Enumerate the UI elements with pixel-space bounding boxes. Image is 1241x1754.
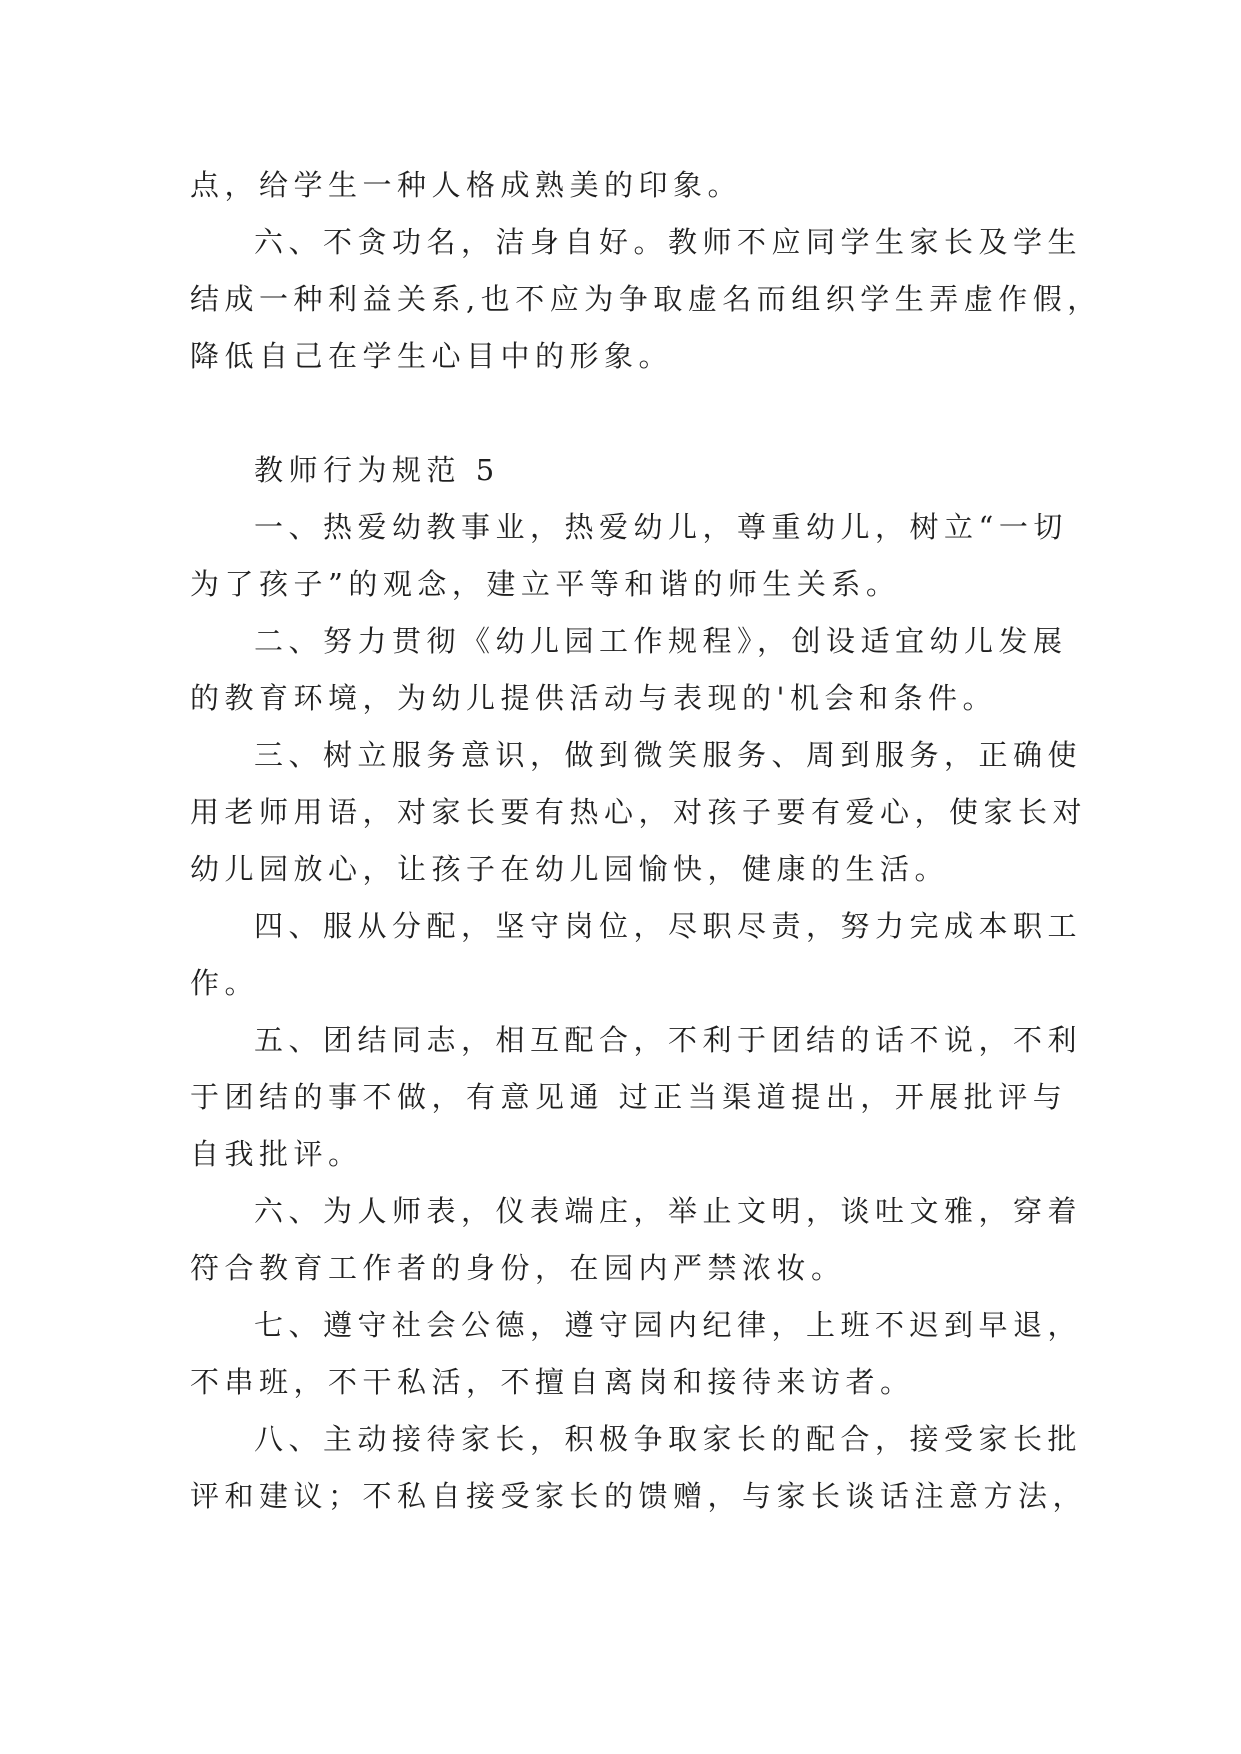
text-line: 三、树立服务意识，做到微笑服务、周到服务，正确使 — [254, 738, 1083, 772]
text-line: 降低自己在学生心目中的形象。 — [190, 339, 674, 373]
text-line: 一、热爱幼教事业，热爱幼儿，尊重幼儿，树立“一切 — [254, 510, 1068, 544]
text-line: 二、努力贯彻《幼儿园工作规程》，创设适宜幼儿发展 — [254, 624, 1068, 658]
text-line: 六、不贪功名，洁身自好。教师不应同学生家长及学生 — [254, 225, 1083, 259]
text-line: 六、为人师表，仪表端庄，举止文明，谈吐文雅，穿着 — [254, 1194, 1083, 1228]
text-line: 不串班，不干私活，不擅自离岗和接待来访者。 — [190, 1365, 915, 1399]
text-line: 用老师用语，对家长要有热心，对孩子要有爱心，使家长对 — [190, 795, 1088, 829]
text-line: 为了孩子”的观念，建立平等和谐的师生关系。 — [190, 567, 901, 601]
text-line: 点，给学生一种人格成熟美的印象。 — [190, 168, 743, 202]
text-line: 评和建议；不私自接受家长的馈赠，与家长谈话注意方法， — [190, 1479, 1088, 1513]
text-line: 七、遵守社会公德，遵守园内纪律，上班不迟到早退， — [254, 1308, 1083, 1342]
text-line: 幼儿园放心，让孩子在幼儿园愉快，健康的生活。 — [190, 852, 950, 886]
text-line: 于团结的事不做，有意见通 过正当渠道提出，开展批评与 — [190, 1080, 1068, 1114]
text-line: 自我批评。 — [190, 1137, 363, 1171]
text-line: 符合教育工作者的身份，在园内严禁浓妆。 — [190, 1251, 846, 1285]
text-line: 结成一种利益关系,也不应为争取虚名而组织学生弄虚作假， — [190, 282, 1102, 316]
text-line: 八、主动接待家长，积极争取家长的配合，接受家长批 — [254, 1422, 1083, 1456]
text-line: 四、服从分配，坚守岗位，尽职尽责，努力完成本职工 — [254, 909, 1083, 943]
text-line: 五、团结同志，相互配合，不利于团结的话不说，不利 — [254, 1023, 1083, 1057]
text-line: 的教育环境，为幼儿提供活动与表现的'机会和条件。 — [190, 681, 997, 715]
text-line: 作。 — [190, 966, 260, 1000]
section-heading: 教师行为规范 5 — [254, 453, 500, 487]
